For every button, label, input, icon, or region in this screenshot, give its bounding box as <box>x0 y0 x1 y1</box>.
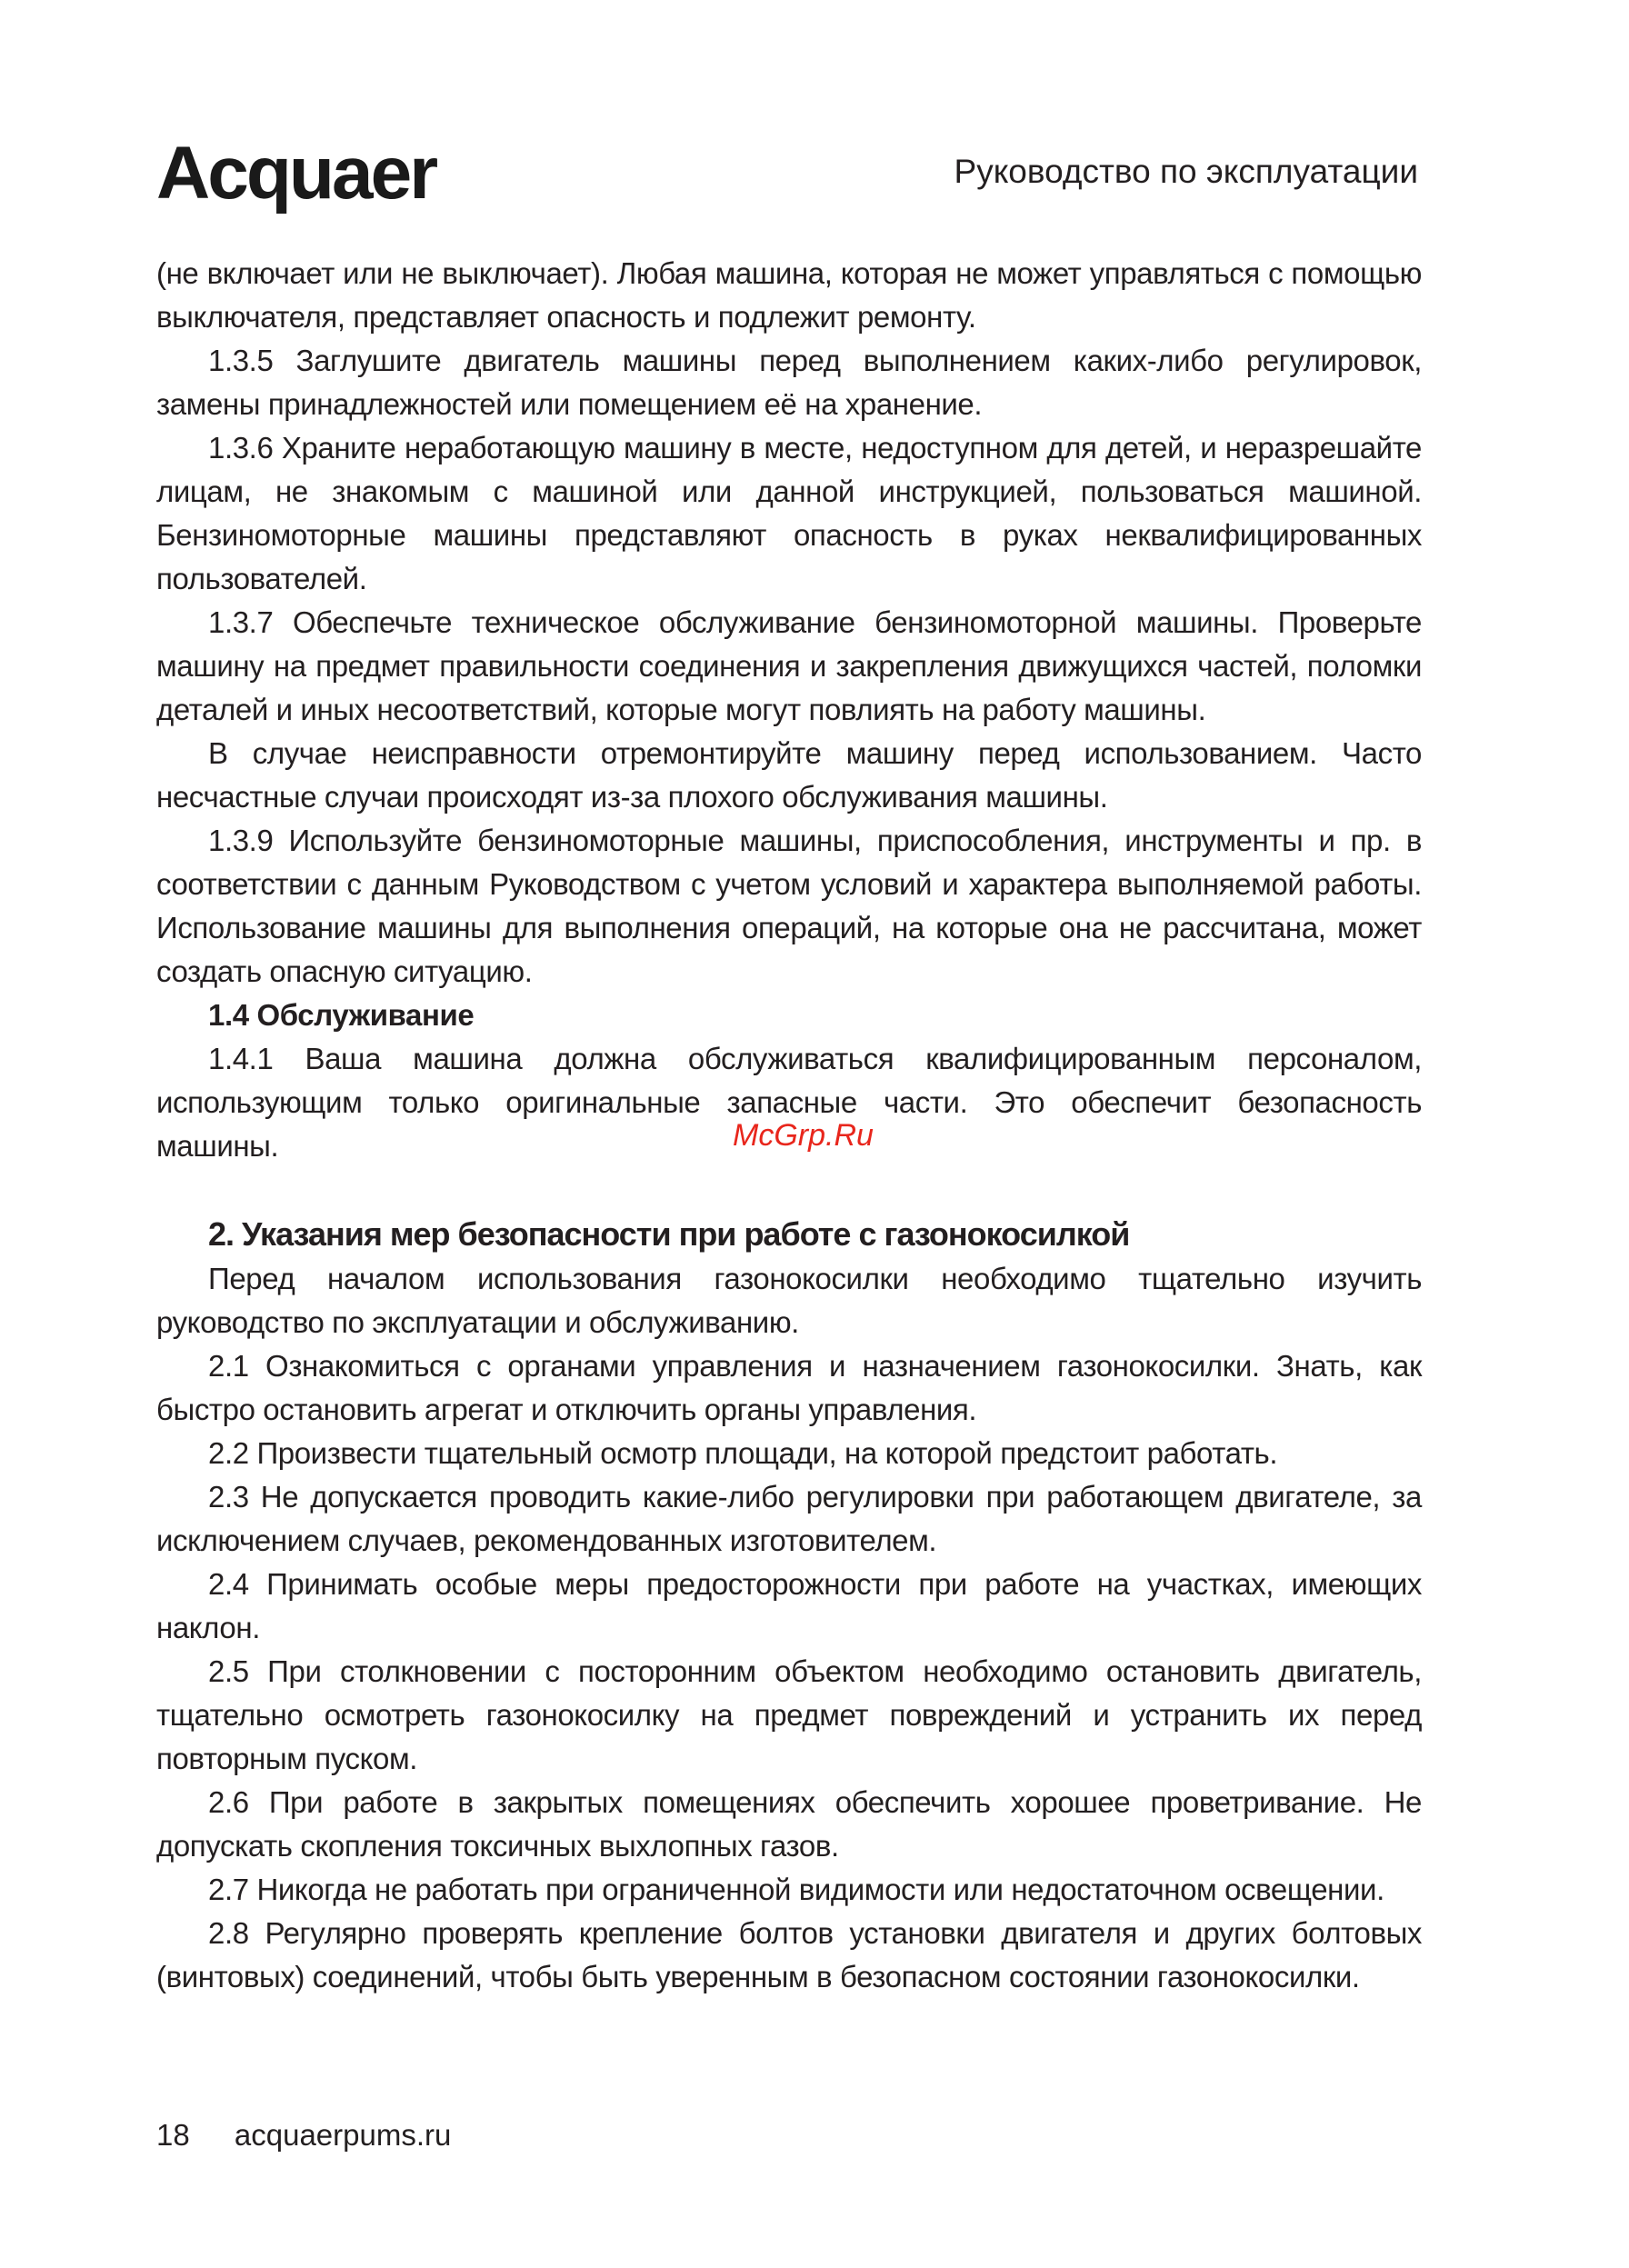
paragraph-2-2: 2.2 Произвести тщательный осмотр площади, на которой предстоит работать. <box>208 1436 1278 1470</box>
website-link[interactable]: acquaerpums.ru <box>234 2118 452 2152</box>
paragraph-2-6: 2.6 При работе в закрытых помещениях обеспечить хорошее проветривание. Не допускать скопления токсичных выхлопных газов. <box>156 1785 1422 1863</box>
paragraph-2-7: 2.7 Никогда не работать при ограниченной видимости или недостаточном освещении. <box>208 1873 1384 1906</box>
paragraph-repair-note: В случае неисправности отремонтируйте машину перед использованием. Часто несчастные случаи происходят из-за плохого обслуживания машины. <box>156 736 1422 814</box>
paragraph-continuation: (не включает или не выключает). Любая машина, которая не может управляться с помощью выключателя, представляет опасность и подлежит ремонту. <box>156 256 1422 334</box>
paragraph-2-8: 2.8 Регулярно проверять крепление болтов установки двигателя и других болтовых (винтовых) соединений, чтобы быть уверенным в безопасном состоянии газонокосилки. <box>156 1916 1422 1993</box>
watermark-text: McGrp.Ru <box>733 1118 874 1153</box>
document-title: Руководство по эксплуатации <box>954 153 1418 190</box>
paragraph-2-intro: Перед началом использования газонокосилки необходимо тщательно изучить руководство по эксплуатации и обслуживанию. <box>156 1262 1422 1339</box>
brand-logo: Acquaer <box>156 132 436 215</box>
section-heading-2: 2. Указания мер безопасности при работе с газонокосилкой <box>208 1215 1130 1253</box>
paragraph-2-3: 2.3 Не допускается проводить какие-либо регулировки при работающем двигателе, за исключением случаев, рекомендованных изготовителем. <box>156 1480 1422 1557</box>
paragraph-2-5: 2.5 При столкновении с посторонним объектом необходимо остановить двигатель, тщательно осмотреть газонокосилку на предмет повреждений и устранить их перед повторным пуском. <box>156 1654 1422 1775</box>
paragraph-1-3-7: 1.3.7 Обеспечьте техническое обслуживание бензиномоторной машины. Проверьте машину на предмет правильности соединения и закрепления движущихся частей, поломки деталей и иных несоответствий, которые могут повлиять на работу машины. <box>156 605 1422 726</box>
paragraph-2-4: 2.4 Принимать особые меры предосторожности при работе на участках, имеющих наклон. <box>156 1567 1422 1644</box>
paragraph-1-3-5: 1.3.5 Заглушите двигатель машины перед выполнением каких-либо регулировок, замены принадлежностей или помещением её на хранение. <box>156 344 1422 421</box>
paragraph-1-4-1: 1.4.1 Ваша машина должна обслуживаться квалифицированным персоналом, использующим только оригинальные запасные части. Это обеспечит безопасность машины. <box>156 1042 1422 1163</box>
paragraph-2-1: 2.1 Ознакомиться с органами управления и назначением газонокосилки. Знать, как быстро остановить агрегат и отключить органы управления. <box>156 1349 1422 1426</box>
subheading-1-4: 1.4 Обслуживание <box>208 998 475 1032</box>
paragraph-1-3-9: 1.3.9 Используйте бензиномоторные машины, приспособления, инструменты и пр. в соответствии с данным Руководством с учетом условий и характера выполняемой работы. Использование машины для выполнения операций, на которые она не рассчитана, может создать опасную ситуацию. <box>156 824 1422 988</box>
page-number: 18 <box>156 2118 190 2152</box>
page-footer <box>156 2120 451 2150</box>
paragraph-1-3-6: 1.3.6 Храните неработающую машину в месте, недоступном для детей, и неразрешайте лицам, не знакомым с машиной или данной инструкцией, пользоваться машиной. Бензиномоторные машины представляют опасность в руках неквалифицированных пользователей. <box>156 431 1422 595</box>
